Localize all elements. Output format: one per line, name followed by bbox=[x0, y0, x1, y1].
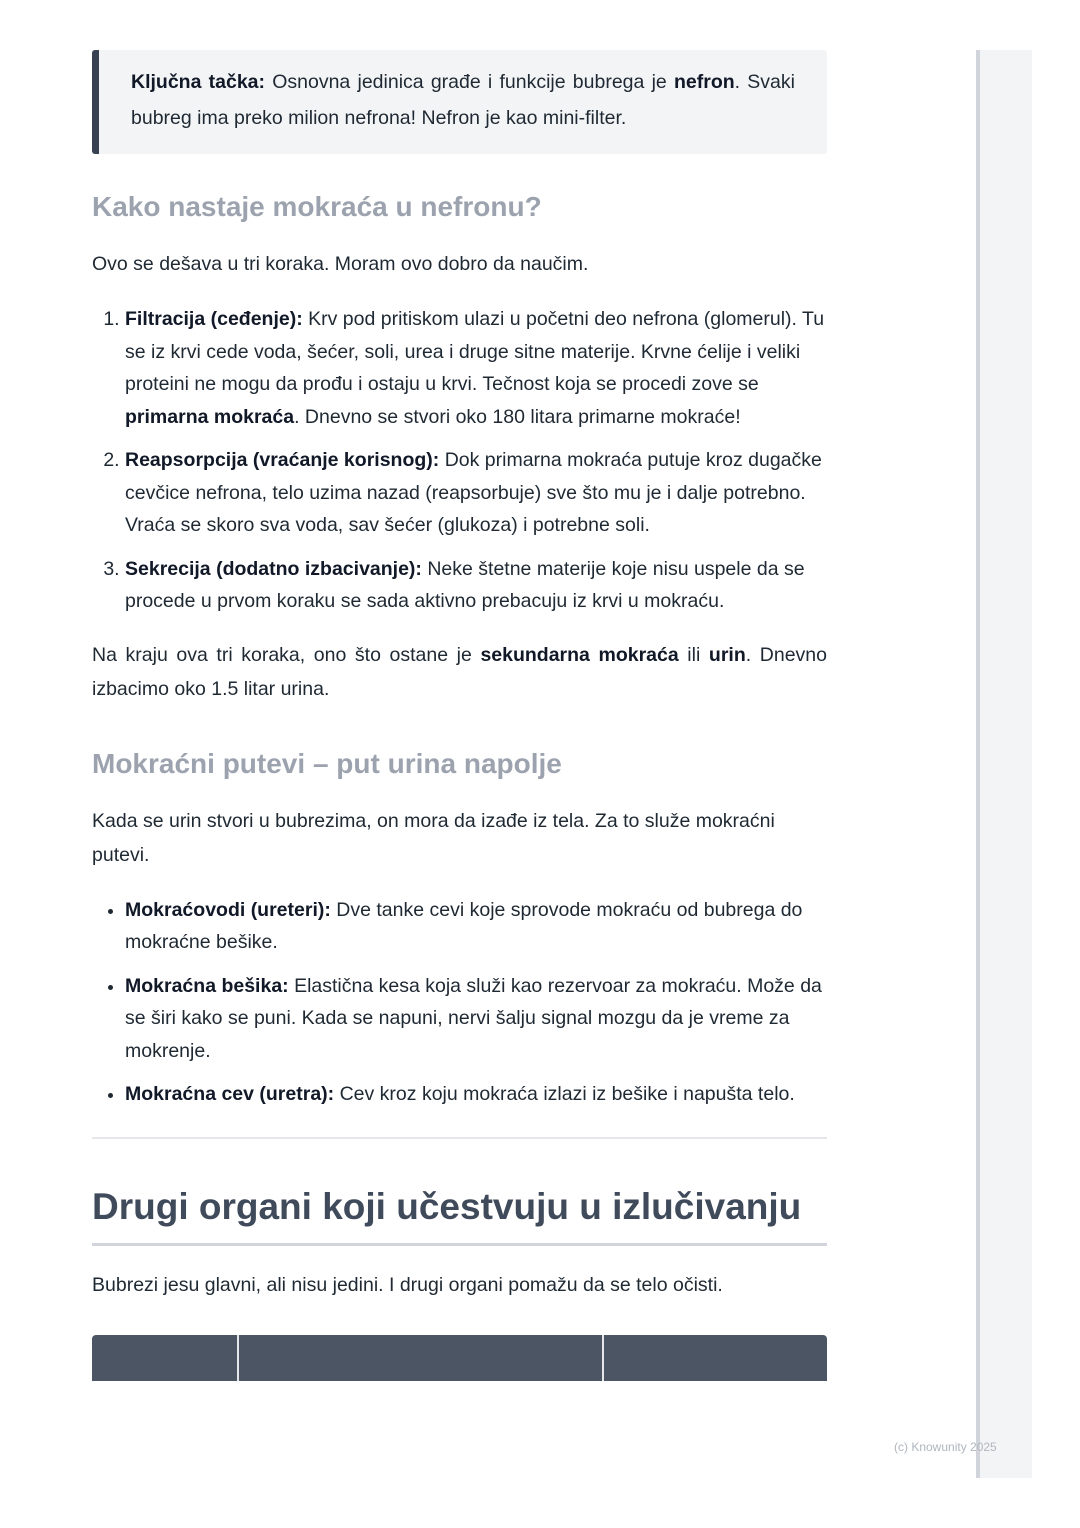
table-header-cell bbox=[92, 1335, 239, 1381]
section-heading-urinary-tract: Mokraćni putevi – put urina napolje bbox=[92, 747, 562, 779]
item-term: Mokraćna cev (uretra): bbox=[125, 1083, 335, 1105]
section-intro-urinary-tract: Kada se urin stvori u bubrezima, on mora da izađe iz tela. Za to služe mokraćni putevi. bbox=[92, 809, 775, 866]
document-content bbox=[92, 50, 827, 1381]
summary-text: Na kraju ova tri koraka, ono što ostane je bbox=[92, 643, 481, 666]
summary-bold: sekundarna mokraća bbox=[480, 643, 679, 666]
list-item bbox=[125, 444, 827, 542]
list-item bbox=[125, 303, 827, 433]
item-term: Mokraćna bešika: bbox=[125, 974, 289, 997]
step-text: Neke štetne materije koje nisu uspele da se procede u prvom koraku se sada aktivno prebacuju iz krvi u mokraću. bbox=[125, 557, 805, 612]
list-item bbox=[125, 894, 827, 959]
urinary-tract-list bbox=[92, 894, 827, 1111]
step-text: Krv pod pritiskom ulazi u početni deo nefrona (glomerul). Tu se iz krvi cede voda, šećer, soli, urea i druge sitne materije. Krvne ćelije i veliki proteini ne mogu da prođu i ostaju u krvi. Tečnost koja se procedi zove se bbox=[125, 308, 825, 395]
list-item bbox=[125, 970, 827, 1068]
table-header-cell bbox=[604, 1335, 827, 1381]
step-term: Reapsorpcija (vraćanje korisnog): bbox=[125, 449, 440, 471]
key-point-callout bbox=[92, 50, 827, 154]
item-term: Mokraćovodi (ureteri): bbox=[125, 898, 331, 921]
callout-bold: nefron bbox=[673, 71, 735, 93]
item-text: Cev kroz koju mokraća izlazi iz bešike i napušta telo. bbox=[334, 1083, 795, 1105]
section-heading-nephron: Kako nastaje mokraća u nefronu? bbox=[92, 191, 542, 222]
step-term: Filtracija (ceđenje): bbox=[125, 308, 303, 330]
step-term: Sekrecija (dodatno izbacivanje): bbox=[125, 557, 422, 580]
organs-table-header bbox=[92, 1335, 827, 1381]
summary-paragraph bbox=[92, 638, 827, 706]
callout-text-1: Osnovna jedinica građe i funkcije bubrega je bbox=[265, 71, 674, 93]
step-bold: primarna mokraća bbox=[125, 405, 295, 428]
callout-text-2: . Svaki bubreg ima preko milion nefrona! Nefron je kao mini-filter. bbox=[131, 71, 795, 129]
summary-text: ili bbox=[678, 643, 709, 666]
item-text: Elastična kesa koja služi kao rezervoar za mokraću. Može da se širi kako se puni. Kada se napuni, nervi šalju signal mozgu da je vreme za mokrenje. bbox=[125, 974, 822, 1062]
item-text: Dve tanke cevi koje sprovode mokraću od bubrega do mokraćne bešike. bbox=[125, 898, 803, 953]
step-text: . Dnevno se stvori oko 180 litara primarne mokraće! bbox=[294, 405, 741, 428]
summary-text: . Dnevno izbacimo oko 1.5 litar urina. bbox=[92, 643, 827, 700]
copyright-footer: (c) Knowunity 2025 bbox=[894, 1440, 997, 1454]
step-text: Dok primarna mokraća putuje kroz dugačke cevčice nefrona, telo uzima nazad (reapsorbuje) sve što mu je i dalje potrebno. Vraća se skoro sva voda, sav šećer (glukoza) i potrebne soli. bbox=[125, 449, 822, 536]
list-item bbox=[125, 553, 827, 618]
table-header-cell bbox=[239, 1335, 604, 1381]
steps-list bbox=[92, 303, 827, 618]
section-divider bbox=[92, 1137, 827, 1139]
summary-bold: urin bbox=[708, 643, 746, 666]
side-panel bbox=[976, 50, 1032, 1478]
section-intro-nephron: Ovo se dešava u tri koraka. Moram ovo dobro da naučim. bbox=[92, 253, 589, 275]
major-heading: Drugi organi koji učestvuju u izlučivanju bbox=[92, 1183, 827, 1246]
section-intro-other-organs: Bubrezi jesu glavni, ali nisu jedini. I drugi organi pomažu da se telo očisti. bbox=[92, 1273, 723, 1296]
callout-label: Ključna tačka: bbox=[131, 71, 266, 93]
list-item bbox=[125, 1078, 827, 1111]
